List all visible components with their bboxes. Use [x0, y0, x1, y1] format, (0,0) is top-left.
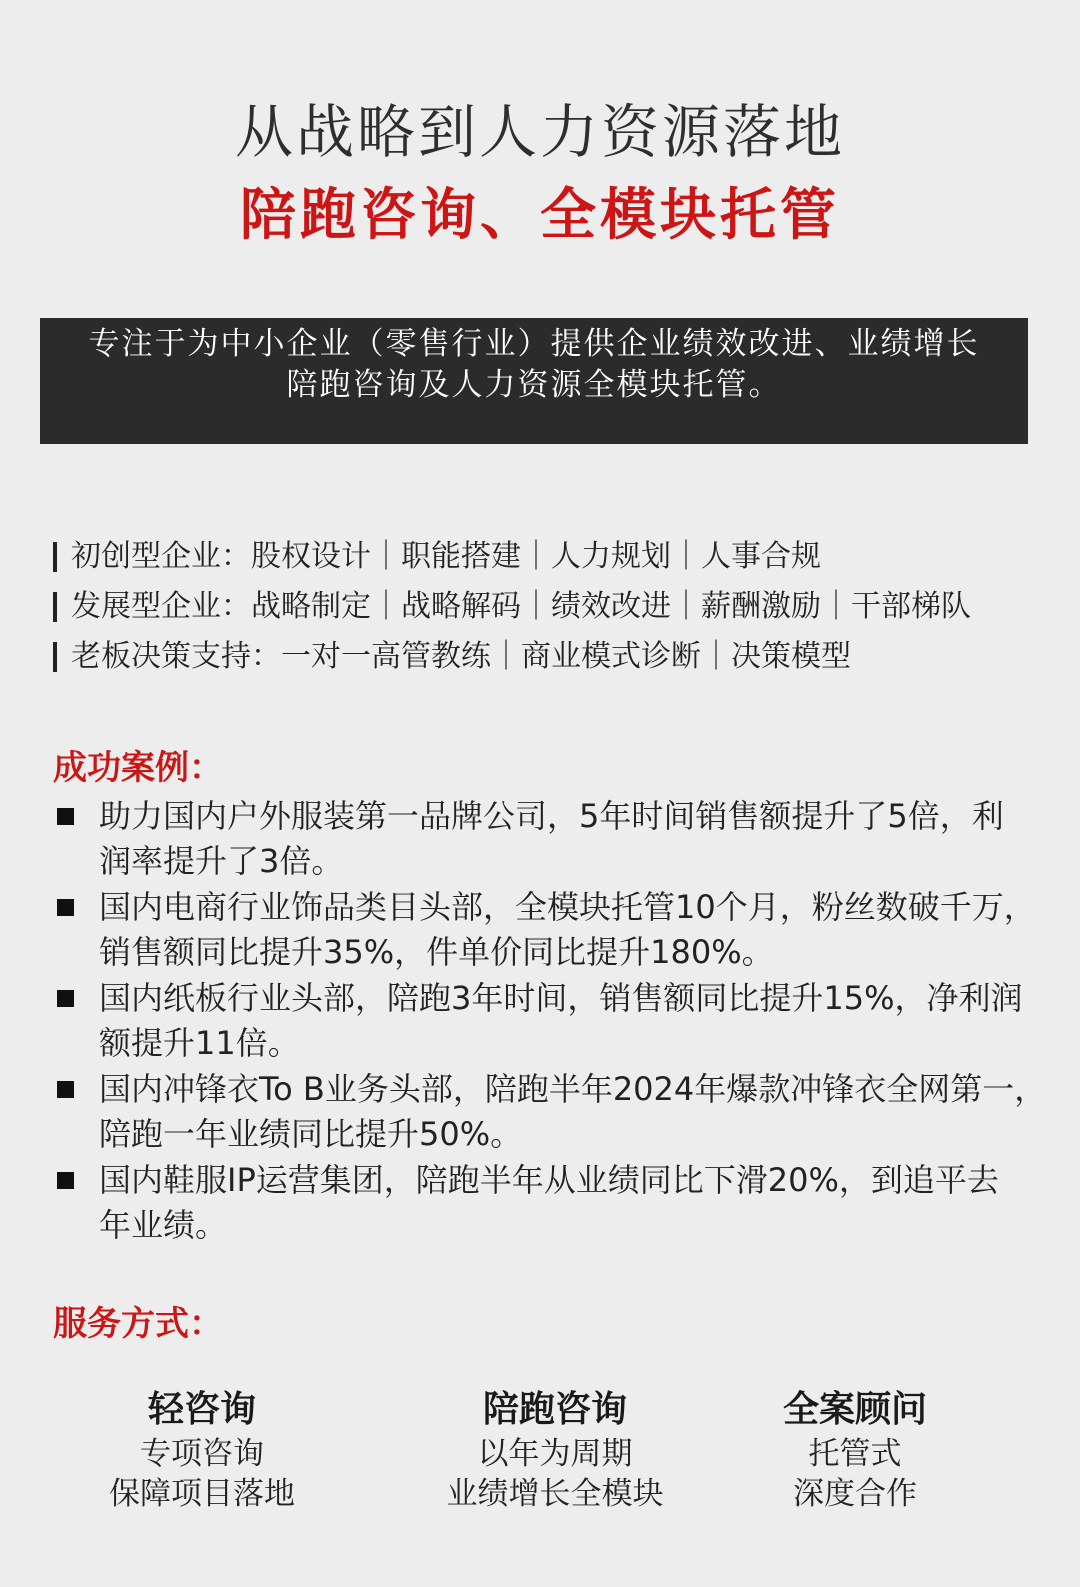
method-heading: 陪跑咨询: [482, 1389, 627, 1430]
service-item-boss-support: [53, 632, 971, 682]
intro-banner: [40, 318, 1028, 444]
methods-heading: 服务方式：: [53, 1304, 223, 1344]
service-list: [53, 532, 971, 682]
method-desc: 托管式: [808, 1436, 902, 1472]
case-item: [53, 1158, 1043, 1248]
method-heading: 轻咨询: [147, 1389, 256, 1430]
cases-heading: 成功案例：: [53, 748, 223, 788]
bullet-bar: [53, 592, 57, 622]
case-text: 销售额同比提升35%，件单价同比提升180%。: [99, 933, 774, 971]
method-desc: 深度合作: [793, 1476, 917, 1512]
square-bullet-icon: [57, 808, 74, 825]
square-bullet-icon: [57, 1081, 74, 1098]
case-text: 陪跑一年业绩同比提升50%。: [99, 1115, 523, 1153]
case-item: [53, 885, 1043, 975]
service-item-text: 老板决策支持：一对一高管教练｜商业模式诊断｜决策模型: [71, 639, 851, 674]
method-desc: 以年为周期: [477, 1436, 633, 1472]
service-item-startup: [53, 532, 971, 582]
case-text: 年业绩。: [99, 1206, 228, 1244]
service-item-text: 初创型企业：股权设计｜职能搭建｜人力规划｜人事合规: [71, 539, 821, 574]
square-bullet-icon: [57, 1172, 74, 1189]
case-text: 助力国内户外服装第一品牌公司，5年时间销售额提升了5倍，利: [99, 797, 1004, 835]
case-item: [53, 794, 1043, 884]
case-item: [53, 1067, 1047, 1157]
bullet-bar: [53, 542, 57, 572]
method-full-advisor: [740, 1386, 970, 1514]
service-item-growth: [53, 582, 971, 632]
method-light-consulting: [82, 1386, 322, 1514]
bullet-bar: [53, 642, 57, 672]
page-subtitle: 陪跑咨询、全模块托管: [240, 183, 840, 248]
case-text: 国内冲锋衣To B业务头部，陪跑半年2024年爆款冲锋衣全网第一，: [99, 1070, 1047, 1108]
case-text: 国内鞋服IP运营集团，陪跑半年从业绩同比下滑20%，到追平去: [99, 1161, 999, 1199]
method-desc: 业绩增长全模块: [446, 1476, 664, 1512]
method-heading: 全案顾问: [782, 1389, 927, 1430]
method-accompany-consulting: [420, 1386, 690, 1514]
page-title: 从战略到人力资源落地: [234, 98, 845, 166]
case-list: [53, 794, 1047, 1249]
service-item-text: 发展型企业：战略制定｜战略解码｜绩效改进｜薪酬激励｜干部梯队: [71, 589, 971, 624]
intro-line: 陪跑咨询及人力资源全模块托管。: [286, 367, 782, 403]
case-item: [53, 976, 1043, 1066]
case-text: 国内纸板行业头部，陪跑3年时间，销售额同比提升15%，净利润: [99, 979, 1023, 1017]
square-bullet-icon: [57, 899, 74, 916]
case-text: 润率提升了3倍。: [99, 842, 344, 880]
case-text: 国内电商行业饰品类目头部，全模块托管10个月，粉丝数破千万，: [99, 888, 1036, 926]
case-text: 额提升11倍。: [99, 1024, 300, 1062]
method-desc: 专项咨询: [140, 1436, 264, 1472]
square-bullet-icon: [57, 990, 74, 1007]
method-desc: 保障项目落地: [109, 1476, 295, 1512]
intro-line: 专注于为中小企业（零售行业）提供企业绩效改进、业绩增长: [88, 326, 980, 362]
